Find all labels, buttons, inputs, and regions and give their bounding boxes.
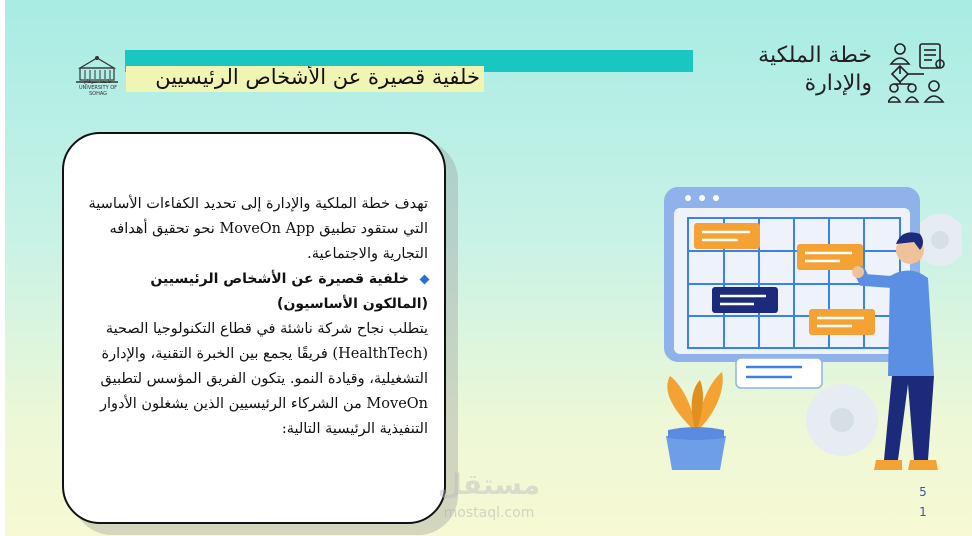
- page-number-line1: 5: [919, 485, 927, 499]
- body-paragraph: يتطلب نجاح شركة ناشئة في قطاع التكنولوجيا الصحية (HealthTech) فريقًا يجمع بين الخبرة التقنية، والإدارة التشغيلية، وقيادة النمو. يتكون الفريق المؤسس لتطبيق MoveOn من الشركاء الرئيسيين الذين يشغلون الأدوار التنفيذية الرئيسية التالية:: [100, 321, 428, 437]
- intro-paragraph: تهدف خطة الملكية والإدارة إلى تحديد الكفاءات الأساسية التي ستقود تطبيق MoveOn App نحو تحقيق أهدافه التجارية والاجتماعية.: [88, 196, 428, 262]
- org-chart-icon: [888, 40, 950, 104]
- left-edge: [0, 0, 5, 536]
- watermark: [426, 468, 552, 528]
- content-card: [62, 132, 446, 524]
- card-body: [88, 192, 428, 442]
- slide-title: خلفية قصيرة عن الأشخاص الرئيسيين: [126, 66, 484, 92]
- section-title: خطة الملكية والإدارة: [758, 43, 872, 96]
- watermark-logo-text: مستقل: [437, 468, 541, 501]
- planning-board-illustration: [652, 180, 962, 480]
- bullet-heading: [88, 267, 428, 317]
- university-logo-text: جامعة سوهاج UNIVERSITY OF SOHAG: [78, 79, 118, 97]
- bullet-heading-text: خلفية قصيرة عن الأشخاص الرئيسيين (المالكون الأساسيون): [150, 271, 428, 312]
- page-number: [916, 482, 930, 522]
- page-number-line2: 1: [919, 505, 927, 519]
- watermark-url: mostaql.com: [443, 505, 535, 521]
- section-header: [736, 38, 956, 108]
- bullet-diamond-icon: [420, 274, 430, 284]
